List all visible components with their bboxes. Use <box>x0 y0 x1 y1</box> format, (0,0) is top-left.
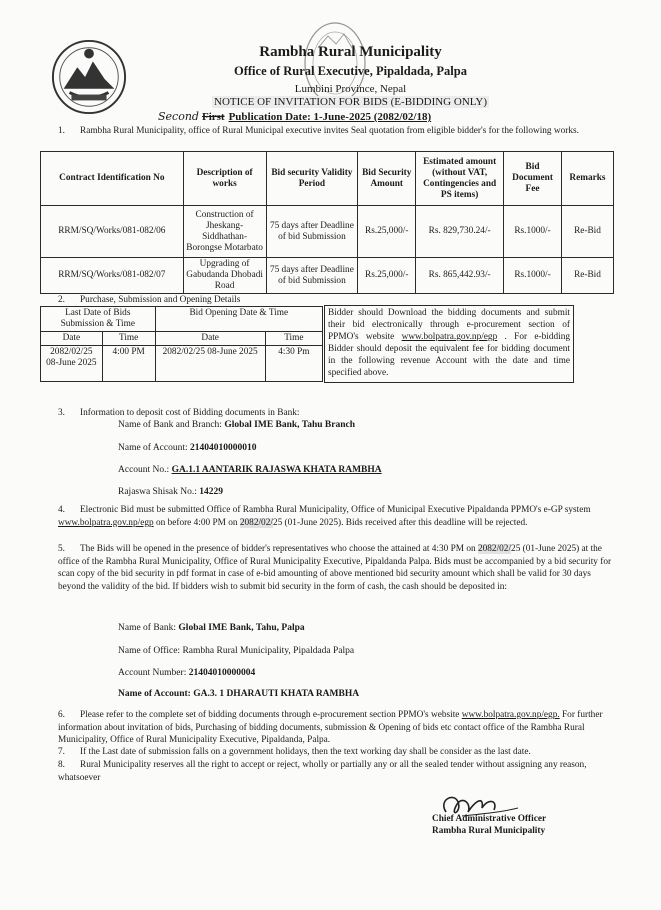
download-instructions: Bidder should Download the bidding documents and submit their bid electronically through e-procurement section of PPMO's website www.bolpatra.gov.np/egp . For e-bidding Bidder should deposit the equivalent fee for bidding document in the following revenue Account with the date and time specified above. <box>324 305 574 383</box>
office-name-deposit: Name of Office: Rambha Rural Municipality, Pipaldada Palpa <box>118 646 355 656</box>
item-1: 1. Rambha Rural Municipality, office of Rural Municipal executive invites Seal quotation from eligible bidder's for the following works. <box>58 126 579 136</box>
header-description: Description of works <box>183 152 266 206</box>
notice-title: NOTICE OF INVITATION FOR BIDS (E-BIDDING ONLY) <box>214 96 487 108</box>
deposit-account-number: Account Number: 21404010000004 <box>118 668 256 678</box>
bank-branch: Name of Bank and Branch: Global IME Bank, Tahu Branch <box>118 420 356 430</box>
item-4: 4. Electronic Bid must be submitted Office of Rambha Rural Municipality, Office of Municipal Executive Pipaldanda PPMO's e-GP system www.bolpatra.gov.np/egp on before 4:00 PM on 2082/02/25 (01-June 2025). Bids received after this deadline will be rejected. <box>58 505 591 528</box>
item-5: 5. The Bids will be opened in the presence of bidder's representatives who choose the attained at 4:30 PM on 2082/02/25 (01-June 2025) at the office of the Rambha Rural Municipality, Office of Rural Municipality Executive, Pipaldanda Palpa. Bids must be accompanied by a bid security for scan copy of the bid security in pdf format in case of e-bid amounting of above mentioned bid security amount which shall be valid for 30 days beyond the validity of the bid. If bidders wish to submit bid security in the form of cash, the cash should be deposited in: <box>58 544 612 592</box>
table-row: RRM/SQ/Works/081-082/07 Upgrading of Gabudanda Dhobadi Road 75 days after Deadline of bid Submission Rs.25,000/- Rs. 865,442.93/- Rs.1000/- Re-Bid <box>41 258 614 294</box>
publication-date: Second First Publication Date: 1-June-2025 (2082/02/18) <box>158 110 432 123</box>
bolpatra-link[interactable]: www.bolpatra.gov.np/egp <box>401 332 498 342</box>
header-estimate: Estimated amount (without VAT, Contingencies and PS items) <box>416 152 504 206</box>
header-validity: Bid security Validity Period <box>266 152 358 206</box>
schedule-table: Last Date of Bids Submission & Time Bid Opening Date & Time Date Time Date Time 2082/02/25 08-June 2025 4:00 PM 2082/02/25 08-June 2025 4:30 Pm <box>40 306 323 382</box>
header-contract-id: Contract Identification No <box>41 152 184 206</box>
item-7: 7. If the Last date of submission falls on a government holidays, then the text working day shall be consider as the last date. <box>58 747 531 757</box>
table-row: RRM/SQ/Works/081-082/06 Construction of Jheskang-Siddhathan-Borongse Motarbato 75 days after Deadline of bid Submission Rs.25,000/- Rs. 829,730.24/- Rs.1000/- Re-Bid <box>41 206 614 258</box>
municipality-name: Rambha Rural Municipality <box>259 44 442 60</box>
bank-name: Name of Bank: Global IME Bank, Tahu, Palpa <box>118 623 305 633</box>
item-3: 3. Information to deposit cost of Bidding documents in Bank: <box>58 408 300 418</box>
item-8: 8. Rural Municipality reserves all the right to accept or reject, wholly or partially any or all the sealed tender without assigning any reason, whatsoever <box>58 760 587 783</box>
office-name: Office of Rural Executive, Pipaldada, Palpa <box>234 64 467 78</box>
header-remarks: Remarks <box>561 152 613 206</box>
province: Lumbini Province, Nepal <box>294 83 407 95</box>
header-security: Bid Security Amount <box>358 152 416 206</box>
struck-word: First <box>201 111 225 123</box>
item-6: 6. Please refer to the complete set of bidding documents through e-procurement section PPMO's website www.bolpatra.gov.np/egp. For further information about invitation of bids, Purchasing of bidding documents, submission & Opening of bids etc contact office of the Rambha Rural Municipality, Office of Rural Municipality Executive, Pipaldanda, Palpa. <box>58 710 603 745</box>
account-name: Name of Account: 21404010000010 <box>118 443 257 453</box>
deposit-account-name: Name of Account: GA.3. 1 DHARAUTI KHATA RAMBHA <box>118 689 360 699</box>
item-2: 2. Purchase, Submission and Opening Details <box>58 295 241 305</box>
handwritten-correction: Second <box>158 110 199 123</box>
header-fee: Bid Document Fee <box>504 152 562 206</box>
account-number: Account No.: GA.1.1 AANTARIK RAJASWA KHATA RAMBHA <box>118 465 382 475</box>
works-table <box>40 151 614 294</box>
shisak-number: Rajaswa Shisak No.: 14229 <box>118 487 224 497</box>
signatory: Chief Administrative Officer Rambha Rural Municipality <box>432 814 547 836</box>
